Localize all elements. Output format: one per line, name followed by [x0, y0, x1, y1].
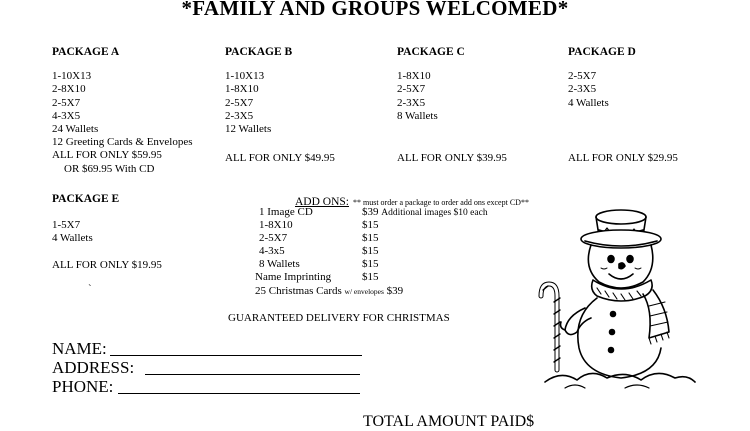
package-b	[225, 46, 292, 136]
address-label: ADDRESS:	[52, 358, 135, 377]
package-e-name: PACKAGE E	[52, 193, 120, 205]
package-d-item: 4 Wallets	[568, 96, 609, 109]
addon-item-name: Name Imprinting	[255, 271, 332, 283]
package-a-price: ALL FOR ONLY $59.95	[52, 149, 162, 162]
package-c-item: 2-3X5	[397, 96, 426, 109]
package-c	[397, 46, 465, 123]
package-c-item: 1-8X10	[397, 70, 431, 83]
phone-label: PHONE:	[52, 377, 114, 396]
addon-item-extra: w/ envelopes	[344, 287, 384, 296]
package-b-item: 2-3X5	[225, 109, 254, 122]
package-a-item: 4-3X5	[52, 109, 81, 122]
addon-item-name: 2-5X7	[259, 232, 288, 244]
package-c-price: ALL FOR ONLY $39.95	[397, 152, 507, 164]
addon-item-price: $15	[362, 258, 379, 270]
addon-item-price: $15	[362, 245, 379, 257]
page-title: *FAMILY AND GROUPS WELCOMED*	[181, 0, 569, 20]
package-a-price-alt: OR $69.95 With CD	[64, 162, 155, 175]
package-b-item: 2-5X7	[225, 96, 254, 109]
package-d-price: ALL FOR ONLY $29.95	[568, 152, 678, 164]
package-b-price: ALL FOR ONLY $49.95	[225, 152, 335, 164]
address-field[interactable]	[145, 374, 360, 375]
package-b-item: 1-8X10	[225, 83, 259, 96]
addon-item-price: $15	[362, 232, 379, 244]
snowman-illustration	[525, 198, 710, 393]
package-c-item: 2-5X7	[397, 83, 426, 96]
phone-field[interactable]	[118, 393, 360, 394]
package-d	[568, 46, 636, 110]
stray-mark: `	[88, 283, 92, 295]
name-field[interactable]	[110, 355, 362, 356]
addon-item-name: 25 Christmas Cards	[255, 285, 342, 297]
addon-item-name: 1-8X10	[259, 219, 293, 231]
package-e-item: 1-5X7	[52, 219, 81, 231]
addon-item-price: $15	[362, 219, 379, 231]
package-a-name: PACKAGE A	[52, 46, 120, 58]
addon-item-name: 8 Wallets	[259, 258, 300, 270]
package-a-item: 1-10X13	[52, 70, 92, 83]
addon-item-price: $15	[362, 271, 379, 283]
guarantee-text: GUARANTEED DELIVERY FOR CHRISTMAS	[228, 312, 450, 324]
name-label: NAME:	[52, 339, 107, 358]
package-b-item: 1-10X13	[225, 70, 265, 83]
addon-item-extra: Additional images $10 each	[381, 208, 488, 218]
addon-item-price-extra	[362, 206, 488, 218]
addons-title: ADD ONS:	[295, 196, 349, 208]
package-a-item: 2-8X10	[52, 83, 86, 96]
package-b-item: 12 Wallets	[225, 123, 272, 136]
package-d-item: 2-5X7	[568, 70, 597, 83]
package-a-item: 2-5X7	[52, 96, 81, 109]
total-amount-label: TOTAL AMOUNT PAID$	[363, 413, 535, 430]
addon-item-price: $39	[362, 206, 379, 218]
addon-item-price: $39	[386, 285, 404, 297]
addon-christmas-cards	[255, 285, 403, 297]
package-e-item: 4 Wallets	[52, 232, 93, 244]
package-a	[52, 46, 193, 176]
package-a-item: 24 Wallets	[52, 123, 99, 136]
addons-note: ** must order a package to order add ons except CD**	[353, 198, 529, 207]
package-d-name: PACKAGE D	[568, 46, 636, 58]
addon-item-name: 4-3x5	[259, 245, 285, 257]
package-c-name: PACKAGE C	[397, 46, 465, 58]
package-e-price: ALL FOR ONLY $19.95	[52, 259, 162, 271]
addon-item-name: 1 Image CD	[259, 206, 313, 218]
package-a-item: 12 Greeting Cards & Envelopes	[52, 136, 193, 149]
package-b-name: PACKAGE B	[225, 46, 293, 58]
package-c-item: 8 Wallets	[397, 109, 438, 122]
package-d-item: 2-3X5	[568, 83, 597, 96]
